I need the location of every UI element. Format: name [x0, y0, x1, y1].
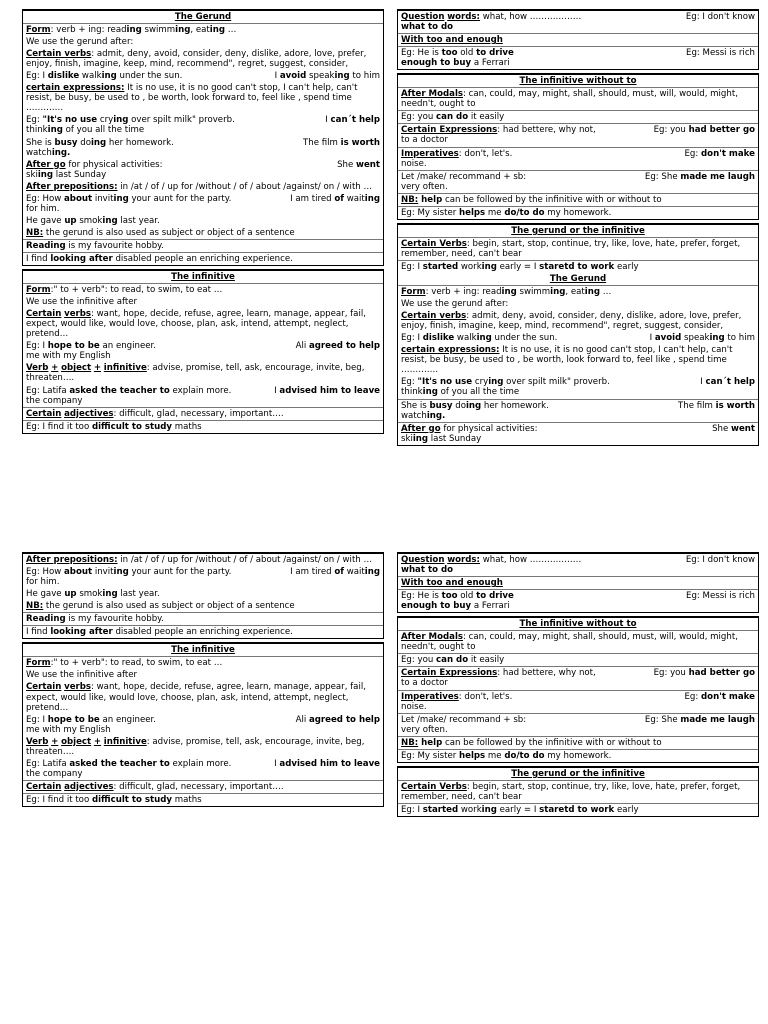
infinitive-adjectives-example: Eg: I find it too difficult to study maths — [23, 420, 383, 433]
question-words-row: Eg: I don't know Question words: what, how ……………… what to do — [401, 555, 755, 576]
gerund-gave-up-example: He gave up smoking last year. — [26, 215, 160, 226]
gerund-expressions-example: I can´t help Eg: "It's no use crying over spilt milk" proverb. thinking of you all the time — [401, 377, 755, 398]
prepositions-label: After prepositions: — [26, 181, 118, 192]
infinitive-verb-object-row: Verb + object + infinitive: advise, promise, tell, ask, encourage, invite, beg, threaten…. — [26, 736, 365, 757]
let-make-row: Eg: She made me laugh Let /make/ recommand + sb: very often. — [398, 713, 758, 736]
infinitive-without-to-section — [397, 73, 759, 220]
infinitive-section — [22, 642, 384, 807]
expressions-row: Eg: you had better go Certain Expressions: had bettere, why not, to a doctor — [398, 666, 758, 689]
gerund-after-go-row: She went After go for physical activities: skiing last Sunday — [26, 159, 380, 180]
gerund-continued-section — [22, 552, 384, 639]
infinitive-verb-object-row: Verb + object + infinitive: advise, promise, tell, ask, encourage, invite, beg, threaten…. — [26, 363, 365, 384]
too-enough-row: With too and enough — [398, 33, 758, 46]
gi-verbs-row: Certain Verbs: begin, start, stop, continue, try, like, love, hate, prefer, forget, remember, need, can't bear — [398, 780, 758, 803]
imperatives-row: Eg: don't make Imperatives: don't, let's. noise. — [398, 147, 758, 170]
gerund-form-label: Form — [26, 25, 51, 36]
column-bottom-right — [397, 552, 759, 820]
gerund-title-repeat: The Gerund — [549, 273, 607, 284]
infinitive-adjectives-row: Certain adjectives: difficult, glad, necessary, important…. — [23, 407, 383, 420]
after-go-label: After go — [26, 159, 66, 170]
gerund-form-text: : verb + ing: read — [50, 25, 127, 36]
gerund-busy-example: The film is worth She is busy doing her homework. watching. — [26, 137, 380, 158]
column-bottom-left — [22, 552, 384, 810]
gerund-use-row: We use the gerund after: — [26, 37, 134, 48]
gerund-prepositions-row: After prepositions: in /at / of / up for /without / of / about /against/ on / with … — [26, 181, 373, 192]
infinitive-title: The infinitive — [171, 645, 235, 656]
gerund-object-example: I find looking after disabled people an enriching experience. — [23, 252, 383, 265]
gerund-or-infinitive-section — [397, 766, 759, 817]
gerund-prepositions-example: I am tired of waiting Eg: How about inviting your aunt for the party. for him. — [26, 193, 380, 214]
gerund-title: The Gerund — [174, 12, 232, 22]
infinitive-extra-section — [397, 552, 759, 613]
infinitive-verb-object-example: I advised him to leave Eg: Latifa asked the teacher to explain more. the company — [26, 758, 380, 779]
infinitive-without-to-title: The infinitive without to — [519, 76, 637, 87]
help-nb-row: NB: help can be followed by the infinitive with or without to — [398, 193, 758, 206]
help-nb-row: NB: help can be followed by the infinitive with or without to — [398, 736, 758, 749]
gerund-verbs-row: Certain verbs: admit, deny, avoid, consider, deny, dislike, adore, love, prefer, enjoy, finish, imagine, keep, mind, recommend", regret, suggest, consider, — [401, 311, 742, 332]
question-words-row: Eg: I don't know Question words: what, how ……………… what to do — [401, 12, 755, 33]
help-example: Eg: My sister helps me do/to do my homework. — [398, 749, 758, 762]
gerund-form-ing: ing — [126, 25, 142, 36]
help-example: Eg: My sister helps me do/to do my homework. — [398, 206, 758, 219]
column-top-right — [397, 9, 759, 449]
gerund-or-infinitive-title: The gerund or the infinitive — [511, 225, 645, 236]
gerund-nb-row: NB: the gerund is also used as subject or object of a sentence — [26, 227, 295, 238]
gerund-after-go-row: She went After go for physical activities: skiing last Sunday — [398, 422, 758, 445]
gerund-verbs-label: Certain verbs — [26, 49, 92, 60]
let-make-row: Eg: She made me laugh Let /make/ recommand + sb: very often. — [398, 170, 758, 193]
gerund-subject-example: Reading is my favourite hobby. — [23, 612, 383, 625]
infinitive-without-to-section — [397, 616, 759, 763]
gerund-or-infinitive-section — [397, 223, 759, 446]
column-top-left — [22, 9, 384, 437]
gerund-expressions-label: certain expressions: — [26, 83, 125, 94]
infinitive-adjectives-example: Eg: I find it too difficult to study maths — [23, 793, 383, 806]
gerund-expressions-row: certain expressions: It is no use, it is no good can't stop, I can't help, can't resist, be busy, be used to , be worth, look forward to, feel like , spend time …………. — [26, 83, 358, 114]
gerund-form-text: , eat — [190, 25, 210, 36]
modals-example: Eg: you can do it easily — [398, 110, 758, 123]
infinitive-without-to-title: The infinitive without to — [519, 619, 637, 630]
gerund-form-text: … — [224, 25, 237, 36]
modals-example: Eg: you can do it easily — [398, 653, 758, 666]
infinitive-verbs-example: Ali agreed to help Eg: I hope to be an engineer. me with my English — [26, 341, 380, 362]
gerund-form-row — [23, 23, 383, 36]
infinitive-form-row: Form:" to + verb": to read, to swim, to eat … — [23, 656, 383, 669]
too-enough-example: Eg: Messi is rich Eg: He is too old to drive enough to buy a Ferrari — [398, 589, 758, 612]
infinitive-use-row: We use the infinitive after — [26, 297, 138, 308]
gerund-verbs-row — [23, 48, 383, 70]
gerund-form-text: swimm — [141, 25, 176, 36]
gerund-prepositions-row: After prepositions: in /at / of / up for /without / of / about /against/ on / with … — [26, 555, 373, 565]
expressions-row: Eg: you had better go Certain Expressions: had bettere, why not, to a doctor — [398, 123, 758, 146]
infinitive-section — [22, 269, 384, 434]
gi-verbs-example: Eg: I started working early = I staretd to work early — [398, 260, 758, 273]
gerund-form-row: Form: verb + ing: reading swimming, eating … — [398, 285, 758, 298]
gi-verbs-example: Eg: I started working early = I staretd to work early — [398, 803, 758, 816]
too-enough-row: With too and enough — [398, 576, 758, 589]
infinitive-verb-object-example: I advised him to leave Eg: Latifa asked the teacher to explain more. the company — [26, 385, 380, 406]
gerund-nb-row: NB: the gerund is also used as subject or object of a sentence — [26, 601, 295, 612]
gerund-section — [22, 9, 384, 266]
gerund-verbs-example: I avoid speaking to him Eg: I dislike walking under the sun. — [401, 333, 755, 344]
infinitive-verbs-row: Certain verbs: want, hope, decide, refuse, agree, learn, manage, appear, fail, expect, would like, would love, choose, plan, ask, intend, attempt, neglect, pretend… — [26, 309, 366, 340]
infinitive-adjectives-row: Certain adjectives: difficult, glad, necessary, important…. — [23, 780, 383, 793]
gerund-subject-example: Reading is my favourite hobby. — [23, 239, 383, 252]
imperatives-row: Eg: don't make Imperatives: don't, let's. noise. — [398, 690, 758, 713]
gerund-verbs-example: I avoid speaking to him Eg: I dislike walking under the sun. — [26, 71, 380, 82]
gerund-busy-example: The film is worth She is busy doing her homework. watching. — [398, 399, 758, 422]
gerund-expressions-example: I can´t help Eg: "It's no use crying over spilt milk" proverb. thinking of you all the time — [26, 115, 380, 136]
infinitive-use-row: We use the infinitive after — [26, 670, 138, 681]
gerund-prepositions-example: I am tired of waiting Eg: How about inviting your aunt for the party. for him. — [26, 567, 380, 588]
gerund-gave-up-example: He gave up smoking last year. — [26, 589, 160, 600]
infinitive-verbs-row: Certain verbs: want, hope, decide, refuse, agree, learn, manage, appear, fail, expect, would like, would love, choose, plan, ask, intend, attempt, neglect, pretend… — [26, 682, 366, 713]
modals-row: After Modals: can, could, may, might, shall, should, must, will, would, might, needn't, ought to — [398, 87, 758, 110]
modals-row: After Modals: can, could, may, might, shall, should, must, will, would, might, needn't, ought to — [398, 630, 758, 653]
infinitive-title: The infinitive — [171, 272, 235, 283]
infinitive-form-row: Form:" to + verb": to read, to swim, to eat … — [23, 283, 383, 296]
infinitive-verbs-example: Ali agreed to help Eg: I hope to be an engineer. me with my English — [26, 714, 380, 735]
too-enough-example: Eg: Messi is rich Eg: He is too old to drive enough to buy a Ferrari — [398, 46, 758, 69]
gerund-form-ing: ing — [209, 25, 225, 36]
gerund-use-row: We use the gerund after: — [401, 299, 509, 310]
gerund-expressions-row: certain expressions: It is no use, it is no good can't stop, I can't help, can't resist, be busy, be used to , be worth, look forward to, feel like , spend time …………. — [401, 345, 733, 376]
nb-label: NB: — [26, 227, 44, 238]
gerund-verbs-text: : admit, deny, avoid, consider, deny, dislike, adore, love, prefer, enjoy, finish, imagine, keep, mind, recommend", regret, suggest, consider, — [26, 49, 367, 70]
gerund-form-ing: ing — [175, 25, 191, 36]
infinitive-extra-section — [397, 9, 759, 70]
gerund-object-example: I find looking after disabled people an enriching experience. — [23, 625, 383, 638]
gi-verbs-row: Certain Verbs: begin, start, stop, continue, try, like, love, hate, prefer, forget, remember, need, can't bear — [398, 237, 758, 260]
gerund-or-infinitive-title: The gerund or the infinitive — [511, 768, 645, 779]
